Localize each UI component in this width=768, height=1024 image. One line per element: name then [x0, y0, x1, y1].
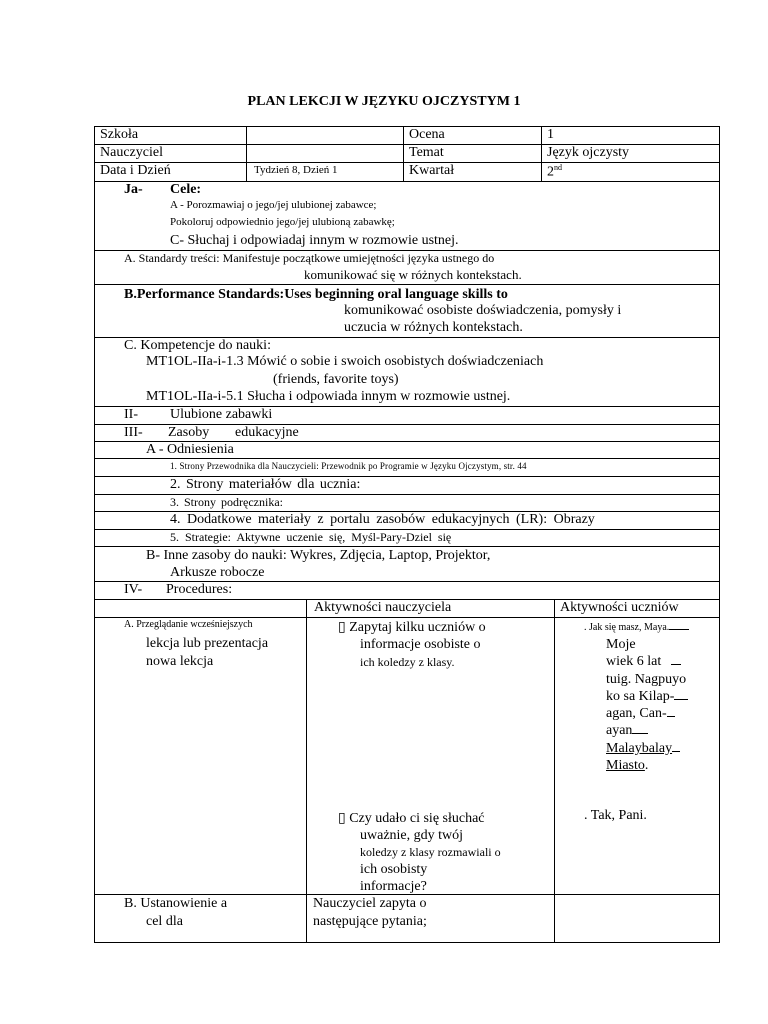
teacher-activities-header: Aktywności nauczyciela — [314, 600, 452, 615]
row-line — [94, 617, 720, 618]
section-ii-number: II- — [124, 407, 138, 422]
student-answer-1-city-word: Miasto — [606, 758, 645, 773]
reference-4: 4. Dodatkowe materiały z portalu zasobów edukacyjnych (LR): Obrazy — [170, 512, 595, 527]
reference-2: 2. Strony materiałów dla ucznia: — [170, 477, 361, 492]
quarter-value — [547, 163, 562, 181]
other-resources-line1: B- Inne zasoby do nauki: Wykres, Zdjęcia, Laptop, Projektor, — [146, 548, 491, 563]
review-line3: nowa lekcja — [146, 654, 214, 669]
subject-label: Temat — [409, 145, 444, 160]
checkbox-icon: ▯ — [338, 811, 346, 826]
header-col-line — [541, 126, 542, 181]
objective-a: A - Porozmawiaj o jego/jej ulubionej zabawce; — [170, 199, 377, 211]
row-line — [94, 546, 720, 547]
section-iii-text2: edukacyjne — [235, 425, 299, 440]
student-answer-1-town: agan, Can- — [606, 706, 667, 721]
grade-value: 1 — [547, 127, 554, 142]
checkbox-icon: ▯ — [338, 620, 346, 635]
table-border-bottom — [94, 942, 720, 943]
content-standards-line1: A. Standardy treści: Manifestuje początkowe umiejętności języka ustnego do — [124, 251, 495, 265]
student-answer-1-period: . — [644, 758, 649, 773]
references-heading: A - Odniesienia — [146, 442, 234, 457]
date-value: Tydzień 8, Dzień 1 — [254, 164, 338, 176]
reference-3: 3. Strony podręcznika: — [170, 495, 283, 509]
performance-standards-line1: B.Performance Standards:Uses beginning oral language skills to — [124, 287, 508, 302]
section-iv-text: Procedures: — [166, 582, 233, 597]
teacher-question-2 — [338, 810, 485, 827]
table-border-left — [94, 126, 95, 943]
section-iv-number: IV- — [124, 582, 143, 597]
quarter-label: Kwartał — [409, 163, 455, 178]
competency-2: MT1OL-IIa-i-5.1 Słucha i odpowiada innym w rozmowie ustnej. — [146, 389, 511, 404]
teacher-question-1-text: Zapytaj kilku uczniów o — [349, 620, 486, 635]
subject-value: Język ojczysty — [547, 145, 630, 160]
student-answer-1-line1 — [584, 622, 689, 633]
teacher-question-1-line3: ich koledzy z klasy. — [360, 655, 455, 669]
student-activities-header: Aktywności uczniów — [560, 600, 679, 615]
school-label: Szkoła — [100, 127, 139, 142]
student-answer-1-line8 — [606, 741, 680, 757]
student-answer-1-line7 — [606, 723, 648, 739]
review-line2: lekcja lub prezentacja — [146, 636, 269, 651]
review-label: A. Przeglądanie wcześniejszych — [124, 619, 253, 630]
student-answer-1-line6 — [606, 706, 675, 722]
document-title: PLAN LEKCJI W JĘZYKU OJCZYSTYM 1 — [247, 94, 521, 109]
competencies-heading: C. Kompetencje do nauki: — [124, 338, 271, 353]
student-answer-1-text: . Jak się masz, Maya. — [584, 622, 670, 633]
student-answer-1-line5 — [606, 689, 688, 705]
student-answer-1-line9 — [606, 758, 648, 774]
quarter-number: 2 — [547, 164, 554, 180]
teacher-question-2-text: Czy udało ci się słuchać — [349, 811, 485, 826]
student-answer-2: . Tak, Pani. — [584, 808, 647, 823]
competency-1: MT1OL-IIa-i-1.3 Mówić o sobie i swoich osobistych doświadczeniach — [146, 354, 544, 369]
grade-label: Ocena — [409, 127, 445, 142]
teacher-label: Nauczyciel — [100, 145, 163, 160]
objectives-prefix: Ja- — [124, 182, 143, 197]
student-answer-1-place: ko sa Kilap- — [606, 689, 675, 704]
student-answer-1-line2: Moje — [606, 637, 636, 652]
competency-1b: (friends, favorite toys) — [273, 372, 399, 387]
purpose-label-line1: B. Ustanowienie a — [124, 896, 228, 911]
header-col-line — [403, 126, 404, 181]
section-ii-text: Ulubione zabawki — [170, 407, 273, 422]
teacher-question-2-line3: koledzy z klasy rozmawiali o — [360, 845, 501, 859]
row-line — [94, 458, 720, 459]
row-line — [94, 126, 720, 127]
purpose-label-line2: cel dla — [146, 914, 183, 929]
procedure-col-line — [554, 599, 555, 943]
teacher-question-2-line5: informacje? — [360, 879, 427, 894]
objectives-heading: Cele: — [170, 182, 202, 197]
performance-standards-line3: uczucia w różnych kontekstach. — [344, 320, 523, 335]
row-line — [94, 284, 720, 285]
student-answer-1-line4: tuig. Nagpuyo — [606, 672, 687, 687]
reference-5: 5. Strategie: Aktywne uczenie się, Myśl-Pary-Dziel się — [170, 530, 452, 544]
date-label: Data i Dzień — [100, 163, 171, 178]
header-col-line — [246, 126, 247, 181]
teacher-question-2-line2: uważnie, gdy twój — [360, 828, 464, 843]
section-iii-number: III- — [124, 425, 143, 440]
row-line — [94, 162, 720, 163]
teacher-question-1 — [338, 619, 486, 636]
student-answer-1-city: Malaybalay — [606, 741, 673, 756]
table-border-right — [719, 126, 720, 943]
other-resources-line2: Arkusze robocze — [170, 565, 265, 580]
teacher-question-2-line4: ich osobisty — [360, 862, 428, 877]
content-standards-line2: komunikować się w różnych kontekstach. — [304, 267, 522, 282]
performance-standards-line2: komunikować osobiste doświadczenia, pomysły i — [344, 303, 622, 318]
student-answer-1-line3 — [606, 654, 681, 670]
section-iii-text1: Zasoby — [168, 425, 210, 440]
student-answer-1-town-end: ayan — [606, 723, 633, 738]
procedure-col-line — [306, 599, 307, 943]
student-answer-1-age: wiek 6 lat — [606, 654, 662, 669]
reference-1: 1. Strony Przewodnika dla Nauczycieli: Przewodnik po Programie w Języku Ojczystym, str. 44 — [170, 461, 527, 471]
quarter-suffix: nd — [554, 163, 562, 172]
objective-c: C- Słuchaj i odpowiadaj innym w rozmowie ustnej. — [170, 233, 459, 248]
purpose-teacher-line1: Nauczyciel zapyta o — [313, 896, 427, 911]
teacher-question-1-line2: informacje osobiste o — [360, 637, 481, 652]
objective-b: Pokoloruj odpowiednio jego/jej ulubioną zabawkę; — [170, 216, 395, 228]
purpose-teacher-line2: następujące pytania; — [313, 914, 427, 929]
